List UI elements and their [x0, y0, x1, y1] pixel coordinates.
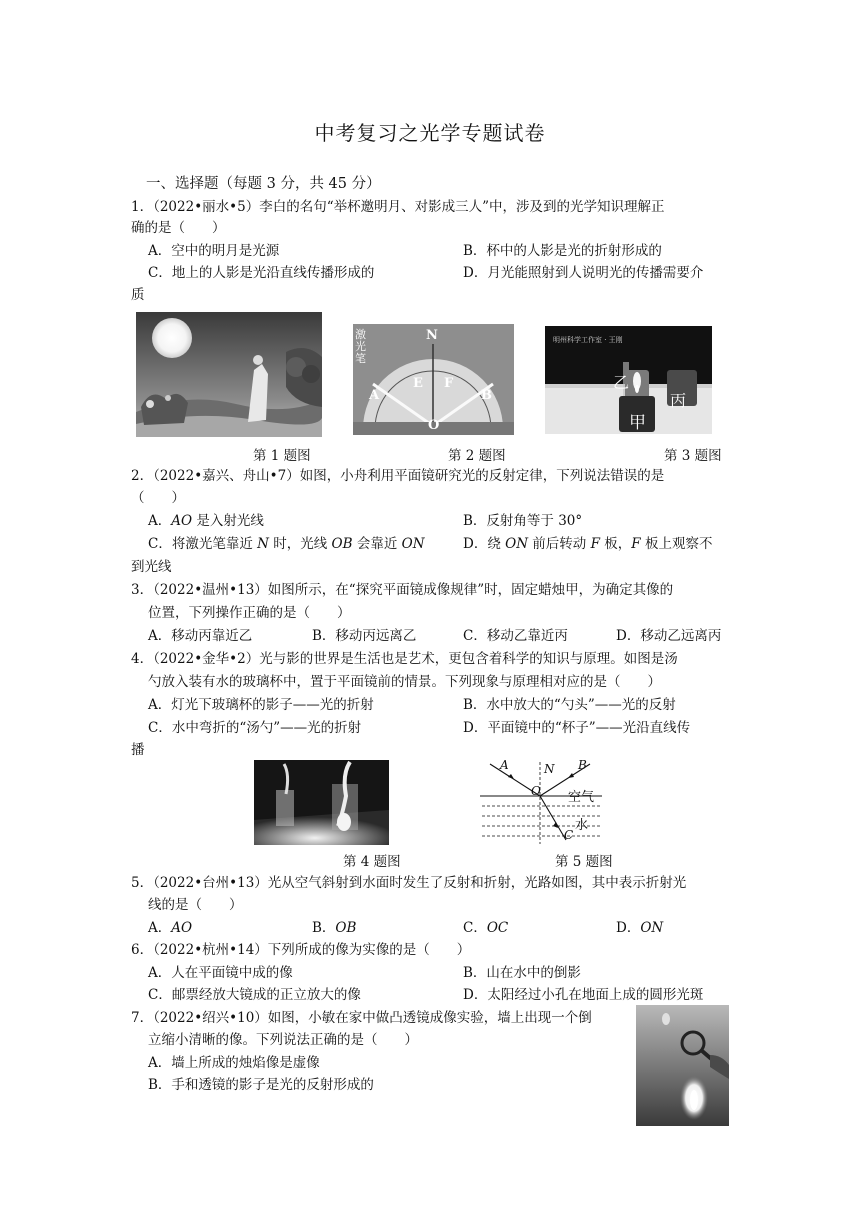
q3-option-d: D．移动乙远离丙 [616, 628, 722, 644]
q4-option-d: D．平面镜中的“杯子”——光沿直线传 [463, 720, 691, 736]
figure-4-caption: 第 4 题图 [343, 854, 401, 870]
q2-option-d: D．绕 ON 前后转动 F 板，F 板上观察不 [463, 536, 713, 552]
q2-option-c: C．将激光笔靠近 N 时，光线 OB 会靠近 ON [148, 536, 425, 552]
page-title: 中考复习之光学专题试卷 [314, 121, 546, 145]
q7-option-b: B．手和透镜的影子是光的反射形成的 [148, 1077, 374, 1093]
q3-option-c: C．移动乙靠近丙 [463, 628, 568, 644]
fig3-label-yi: 乙 [613, 373, 630, 392]
fig2-label-o: O [428, 418, 440, 433]
figure-1-moon-poet [136, 312, 322, 437]
fig2-label-laser: 激光笔 [355, 328, 366, 365]
q1-stem-line2: 确的是（ ） [131, 220, 226, 236]
fig5-label-a: A [500, 760, 509, 772]
figure-2-caption: 第 2 题图 [448, 448, 506, 464]
section-heading: 一、选择题（每题 3 分，共 45 分） [146, 176, 381, 192]
q3-stem-line1: 3．（2022•温州•13）如图所示，在“探究平面镜成像规律”时，固定蜡烛甲，为确定其像的 [131, 582, 674, 598]
q3-option-b: B．移动丙远离乙 [312, 628, 417, 644]
q2-option-d-cont: 到光线 [131, 559, 172, 575]
figure-2-protractor [353, 324, 514, 435]
q2-option-b: B．反射角等于 30° [463, 513, 583, 529]
q6-option-c: C．邮票经放大镜成的正立放大的像 [148, 987, 361, 1003]
q5-option-b: B．OB [312, 920, 357, 936]
fig3-label-bing: 丙 [670, 391, 687, 410]
q6-option-a: A．人在平面镜中成的像 [148, 965, 293, 981]
q6-stem: 6．（2022•杭州•14）下列所成的像为实像的是（ ） [131, 942, 471, 958]
q6-option-d: D．太阳经过小孔在地面上成的圆形光斑 [463, 987, 704, 1003]
q4-stem-line1: 4．（2022•金华•2）光与影的世界是生活也是艺术，更包含着科学的知识与原理。如图是汤 [131, 651, 678, 667]
q1-stem-line1: 1．（2022•丽水•5）李白的名句“举杯邀明月、对影成三人”中，涉及到的光学知识理解正 [131, 199, 665, 215]
q2-stem-line1: 2．（2022•嘉兴、舟山•7）如图，小舟利用平面镜研究光的反射定律，下列说法错误的是 [131, 468, 665, 484]
q2-stem-line2: （ ） [131, 490, 185, 506]
q5-stem-line1: 5．（2022•台州•13）光从空气斜射到水面时发生了反射和折射，光路如图，其中表示折射光 [131, 875, 687, 891]
fig2-label-a: A [369, 388, 380, 403]
fig5-label-o: O [531, 784, 541, 798]
fig5-label-water: 水 [575, 818, 589, 833]
q7-option-a: A．墙上所成的烛焰像是虚像 [148, 1055, 320, 1071]
fig2-label-n: N [426, 328, 438, 343]
q3-stem-line2: 位置，下列操作正确的是（ ） [148, 605, 351, 621]
q7-stem-line2: 立缩小清晰的像。下列说法正确的是（ ） [148, 1032, 418, 1048]
fig2-label-e: E [413, 376, 423, 391]
fig5-label-n: N [544, 762, 555, 776]
fig5-label-air: 空气 [568, 790, 595, 805]
q4-stem-line2: 勺放入装有水的玻璃杯中，置于平面镜前的情景。下列现象与原理相对应的是（ ） [148, 674, 661, 690]
figure-4-glass-spoon [254, 760, 389, 845]
q1-option-a: A．空中的明月是光源 [148, 243, 280, 259]
q1-option-d: D．月光能照射到人说明光的传播需要介 [463, 265, 704, 281]
fig5-label-c: C [564, 828, 574, 842]
q3-option-a: A．移动丙靠近乙 [148, 628, 253, 644]
fig3-label-jia: 甲 [629, 413, 646, 433]
q1-option-b: B．杯中的人影是光的折射形成的 [463, 243, 662, 259]
q5-option-d: D．ON [616, 920, 664, 936]
q5-stem-line2: 线的是（ ） [148, 897, 243, 913]
q4-option-d-cont: 播 [131, 742, 145, 758]
q4-option-c: C．水中弯折的“汤勺”——光的折射 [148, 720, 362, 736]
fig3-studio-label: 明州科学工作室 · 王刚 [553, 336, 623, 344]
figure-3-caption: 第 3 题图 [664, 448, 722, 464]
q1-option-c: C．地上的人影是光沿直线传播形成的 [148, 265, 375, 281]
figure-7-lens-candle [636, 1005, 729, 1126]
fig5-label-b: B [578, 760, 587, 772]
figure-5-refraction-diagram [478, 760, 604, 846]
q4-option-b: B．水中放大的“勺头”——光的反射 [463, 697, 676, 713]
q2-option-a: A．AO 是入射光线 [148, 513, 264, 529]
q5-option-c: C．OC [463, 920, 509, 936]
figure-3-candles [545, 326, 712, 434]
q7-stem-line1: 7．（2022•绍兴•10）如图，小敏在家中做凸透镜成像实验，墙上出现一个倒 [131, 1010, 592, 1026]
q6-option-b: B．山在水中的倒影 [463, 965, 581, 981]
q1-option-d-cont: 质 [131, 287, 145, 303]
q5-option-a: A．AO [148, 920, 193, 936]
figure-5-caption: 第 5 题图 [555, 854, 613, 870]
fig2-label-b: B [481, 388, 492, 403]
figure-1-caption: 第 1 题图 [253, 448, 311, 464]
q4-option-a: A．灯光下玻璃杯的影子——光的折射 [148, 697, 374, 713]
fig2-label-f: F [444, 376, 454, 391]
